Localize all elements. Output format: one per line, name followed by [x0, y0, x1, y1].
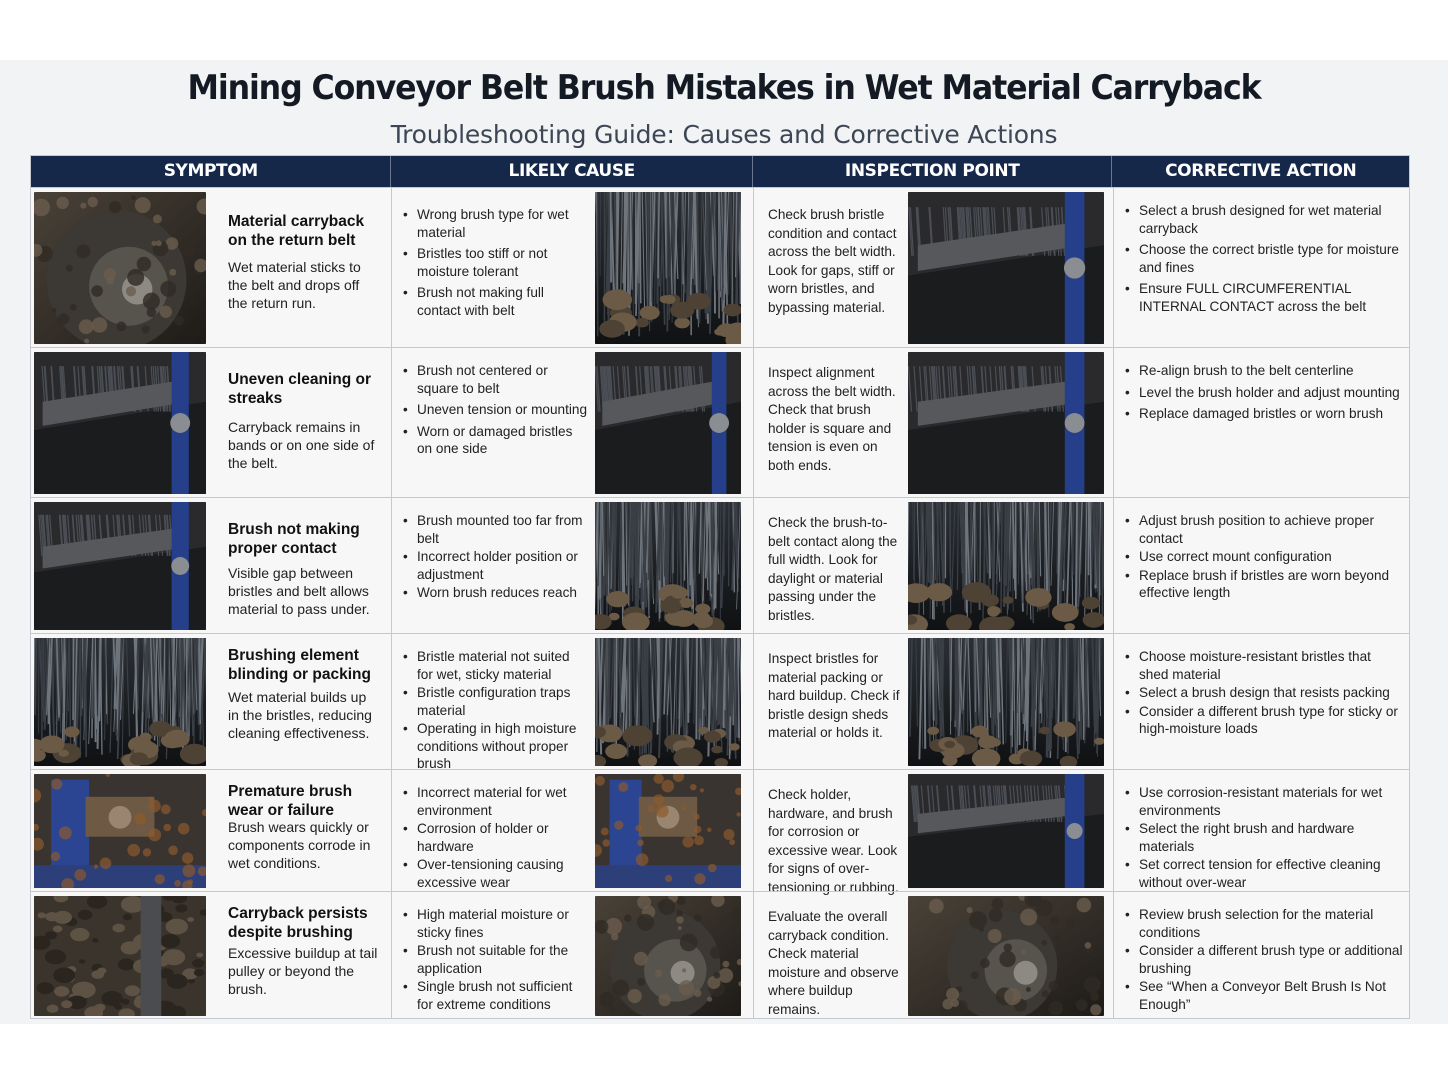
table-row: [31, 187, 1409, 347]
symptom-description: Visible gap between bristles and belt allows material to pass under.: [228, 565, 370, 617]
symptom-title: Carryback persists despite brushing: [228, 905, 368, 941]
worn-holder-photo: [908, 774, 1104, 888]
action-list: [1125, 362, 1403, 427]
action-cell: [1114, 634, 1411, 769]
symptom-cell: [31, 498, 392, 633]
action-cell: [1114, 348, 1411, 497]
cause-item: • Incorrect holder position or adjustment: [403, 548, 588, 583]
inspection-text: Check brush bristle condition and contact across the belt width. Look for gaps, stiff or worn bristles, and bypassing material.: [768, 207, 897, 315]
symptom-cell: [31, 892, 392, 1019]
cause-item: • High material moisture or sticky fines: [403, 906, 588, 941]
table-row: [31, 633, 1409, 769]
cause-item: • Brush not making full contact with belt: [403, 284, 588, 319]
cause-list: [403, 784, 588, 892]
action-list: [1125, 202, 1403, 319]
symptom-cell: [31, 634, 392, 769]
cause-item: • Brush not suitable for the application: [403, 942, 588, 977]
guide-sheet: [0, 60, 1448, 1024]
packed-bristles-photo: [34, 638, 206, 766]
symptom-description: Brush wears quickly or components corrode in wet conditions.: [228, 819, 371, 871]
inspection-cell: [754, 348, 1114, 497]
inspection-text: Check the brush-to-belt contact along the full width. Look for daylight or material passing under the bristles.: [768, 515, 898, 623]
table-header: [31, 156, 1409, 187]
cause-list: [403, 206, 588, 323]
cause-item: • Bristles too stiff or not moisture tolerant: [403, 245, 588, 280]
daylight-gap-photo: [908, 502, 1104, 630]
cause-list: [403, 906, 588, 1014]
action-item: • Select a brush designed for wet material carryback: [1125, 202, 1403, 237]
column-header-action: CORRECTIVE ACTION: [1165, 161, 1357, 181]
symptom-title: Brushing element blinding or packing: [228, 647, 371, 683]
cause-cell: [392, 634, 754, 769]
action-item: • Use corrosion-resistant materials for wet environments: [1125, 784, 1403, 819]
inspection-text: Evaluate the overall carryback condition. Check material moisture and observe where buildup remains.: [768, 909, 899, 1017]
action-item: • See “When a Conveyor Belt Brush Is Not Enough”: [1125, 978, 1403, 1013]
muddy-pulley-photo: [34, 192, 206, 344]
action-list: [1125, 784, 1403, 892]
table-row: [31, 891, 1409, 1019]
action-list: [1125, 648, 1403, 739]
inspection-cell: [754, 634, 1114, 769]
cause-cell: [392, 498, 754, 633]
symptom-cell: [31, 188, 392, 347]
cause-item: • Worn brush reduces reach: [403, 584, 588, 602]
cause-cell: [392, 770, 754, 891]
cause-item: • Bristle configuration traps material: [403, 684, 588, 719]
table-row: [31, 497, 1409, 633]
cause-item: • Over-tensioning causing excessive wear: [403, 856, 588, 891]
cause-item: • Wrong brush type for wet material: [403, 206, 588, 241]
action-item: • Level the brush holder and adjust mounting: [1125, 384, 1403, 402]
brush-bar-photo: [595, 352, 741, 494]
action-list: [1125, 512, 1403, 603]
bristle-buildup-photo: [908, 638, 1104, 766]
action-cell: [1114, 188, 1411, 347]
cause-item: • Operating in high moisture conditions without proper brush: [403, 720, 588, 773]
inspection-cell: [754, 188, 1114, 347]
table-row: [31, 347, 1409, 497]
brush-holder-photo: [34, 352, 206, 494]
symptom-title: Brush not making proper contact: [228, 521, 360, 557]
action-item: • Replace brush if bristles are worn beyond effective length: [1125, 567, 1403, 602]
symptom-cell: [31, 348, 392, 497]
rusted-bracket-photo: [595, 774, 741, 888]
symptom-title: Uneven cleaning or streaks: [228, 371, 371, 407]
symptom-description: Wet material builds up in the bristles, reducing cleaning effectiveness.: [228, 689, 372, 741]
cause-list: [403, 512, 588, 603]
inspection-text: Inspect bristles for material packing or hard buildup. Check if bristle design sheds material or holds it.: [768, 651, 900, 740]
action-item: • Use correct mount configuration: [1125, 548, 1403, 566]
inspection-text: Check holder, hardware, and brush for corrosion or excessive wear. Look for signs of over-tensioning or rubbing.: [768, 787, 899, 895]
brush-gap-photo: [34, 502, 206, 630]
cause-item: • Worn or damaged bristles on one side: [403, 423, 588, 458]
symptom-cell: [31, 770, 392, 891]
bristle-tips-photo: [595, 502, 741, 630]
inspection-cell: [754, 498, 1114, 633]
corroded-hardware-photo: [34, 774, 206, 888]
page-subtitle: Troubleshooting Guide: Causes and Corrective Actions: [390, 120, 1058, 149]
page-title: Mining Conveyor Belt Brush Mistakes in Wet Material Carryback: [187, 68, 1261, 108]
inspection-cell: [754, 892, 1114, 1019]
symptom-description: Carryback remains in bands or on one side of the belt.: [228, 419, 375, 471]
cause-list: [403, 362, 588, 462]
action-item: • Review brush selection for the material conditions: [1125, 906, 1403, 941]
symptom-title: Material carryback on the return belt: [228, 213, 365, 249]
brush-contact-photo: [908, 192, 1104, 344]
action-cell: [1114, 892, 1411, 1019]
action-item: • Set correct tension for effective cleaning without over-wear: [1125, 856, 1403, 891]
action-item: • Ensure FULL CIRCUMFERENTIAL INTERNAL CONTACT across the belt: [1125, 280, 1403, 315]
symptom-description: Excessive buildup at tail pulley or beyond the brush.: [228, 945, 378, 997]
carryback-pulley-photo: [908, 896, 1104, 1016]
action-item: • Select the right brush and hardware materials: [1125, 820, 1403, 855]
action-item: • Choose moisture-resistant bristles that shed material: [1125, 648, 1403, 683]
symptom-description: Wet material sticks to the belt and drops off the return run.: [228, 259, 361, 311]
symptom-title: Premature brush wear or failure: [228, 783, 353, 819]
cause-cell: [392, 892, 754, 1019]
action-item: • Choose the correct bristle type for moisture and fines: [1125, 241, 1403, 276]
cause-item: • Brush mounted too far from belt: [403, 512, 588, 547]
action-item: • Consider a different brush type for sticky or high-moisture loads: [1125, 703, 1403, 738]
action-cell: [1114, 498, 1411, 633]
alignment-photo: [908, 352, 1104, 494]
column-header-cause: LIKELY CAUSE: [391, 156, 752, 187]
action-item: • Replace damaged bristles or worn brush: [1125, 405, 1403, 423]
clogged-bristles-photo: [595, 638, 741, 766]
cause-item: • Single brush not sufficient for extreme conditions: [403, 978, 588, 1013]
action-item: • Adjust brush position to achieve proper contact: [1125, 512, 1403, 547]
inspection-text: Inspect alignment across the belt width. Check that brush holder is square and tension is even on both ends.: [768, 365, 896, 473]
sticky-fines-photo: [595, 896, 741, 1016]
cause-cell: [392, 188, 754, 347]
cause-item: • Brush not centered or square to belt: [403, 362, 588, 397]
cause-list: [403, 648, 588, 774]
action-item: • Consider a different brush type or additional brushing: [1125, 942, 1403, 977]
bristle-closeup-photo: [595, 192, 741, 344]
cause-item: • Bristle material not suited for wet, sticky material: [403, 648, 588, 683]
inspection-cell: [754, 770, 1114, 895]
cause-item: • Corrosion of holder or hardware: [403, 820, 588, 855]
cause-item: • Incorrect material for wet environment: [403, 784, 588, 819]
action-item: • Re-align brush to the belt centerline: [1125, 362, 1403, 380]
column-header-inspection: INSPECTION POINT: [753, 156, 1112, 187]
action-list: [1125, 906, 1403, 1014]
column-header-symptom: SYMPTOM: [31, 156, 391, 187]
tail-pulley-buildup-photo: [34, 896, 206, 1016]
table-row: [31, 769, 1409, 895]
troubleshooting-table: [30, 155, 1410, 1019]
action-cell: [1114, 770, 1411, 891]
action-item: • Select a brush design that resists packing: [1125, 684, 1403, 702]
cause-item: • Uneven tension or mounting: [403, 401, 588, 419]
cause-cell: [392, 348, 754, 497]
